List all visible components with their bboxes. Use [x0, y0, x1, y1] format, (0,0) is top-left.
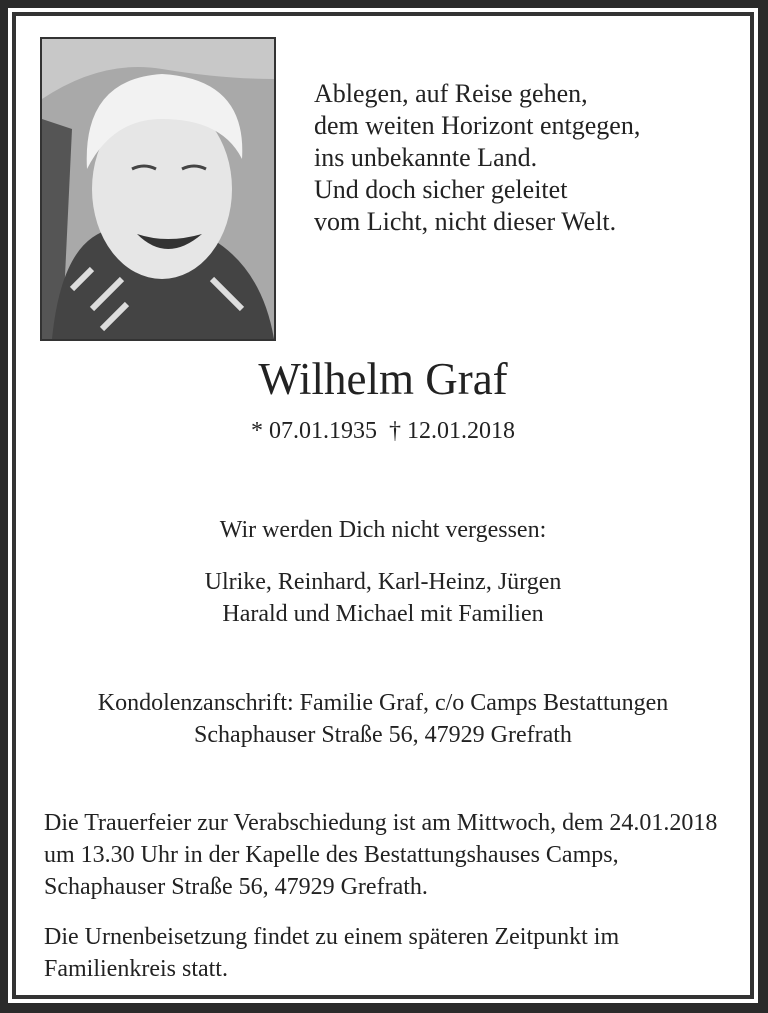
portrait-photo [40, 37, 276, 341]
life-dates: * 07.01.1935 † 12.01.2018 [251, 418, 515, 444]
burial-text: Die Urnenbeisetzung findet zu einem späteren Zeitpunkt im Familienkreis statt. [44, 924, 620, 982]
poem-line: Ablegen, auf Reise gehen, [314, 79, 588, 108]
remember-line: Wir werden Dich nicht vergessen: [219, 517, 547, 543]
poem-line: ins unbekannte Land. [314, 143, 538, 172]
obituary-frame [12, 12, 754, 999]
family-line: Ulrike, Reinhard, Karl-Heinz, Jürgen [204, 569, 562, 595]
poem-line: vom Licht, nicht dieser Welt. [314, 207, 617, 236]
poem-line: dem weiten Horizont entgegen, [314, 111, 641, 140]
ceremony-text: Die Trauerfeier zur Verabschiedung ist am Mittwoch, dem 24.01.2018 um 13.30 Uhr in der Kapelle des Bestattungshauses Camps, Schaphauser Straße 56, 47929 Grefrath. [44, 810, 718, 900]
condolence-line: Schaphauser Straße 56, 47929 Grefrath [194, 722, 572, 748]
deceased-name: Wilhelm Graf [258, 354, 508, 404]
condolence-line: Kondolenzanschrift: Familie Graf, c/o Camps Bestattungen [97, 690, 669, 716]
family-line: Harald und Michael mit Familien [222, 601, 544, 627]
poem-line: Und doch sicher geleitet [314, 175, 568, 204]
obituary-page [8, 8, 758, 1003]
poem [314, 78, 640, 238]
